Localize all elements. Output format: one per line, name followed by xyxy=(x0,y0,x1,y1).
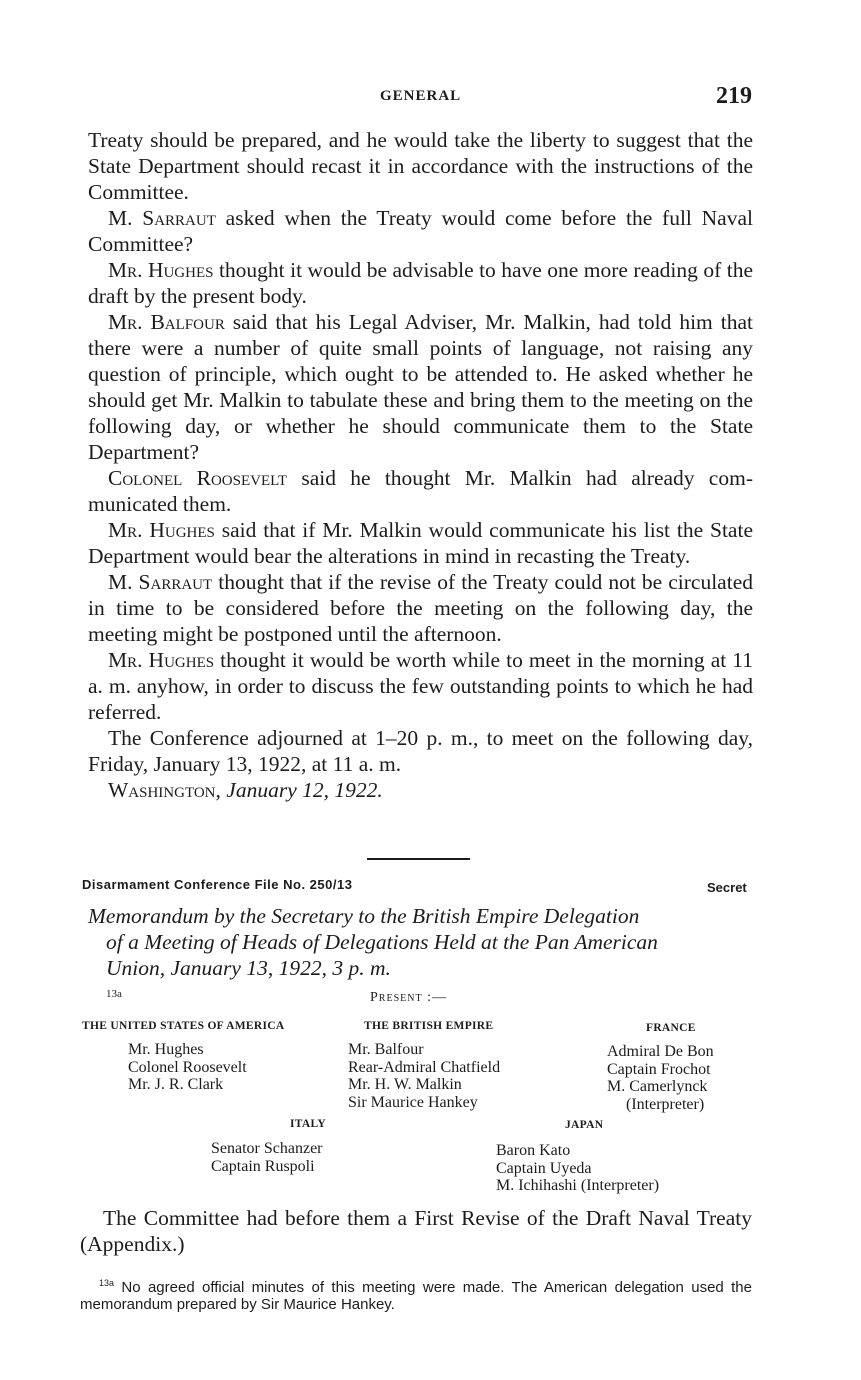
footnote-ref: 13a xyxy=(106,988,122,1000)
classification-label: Secret xyxy=(707,880,747,895)
member-name: Mr. J. R. Clark xyxy=(128,1076,224,1093)
date: January 12, 1922. xyxy=(226,778,383,802)
paragraph: The Conference adjourned at 1–20 p. m., to meet on the following day, Friday, January 13, 1922, at 11 a. m. xyxy=(88,726,753,776)
file-number: Disarmament Conference File No. 250/13 xyxy=(82,877,353,892)
speaker-name: Colonel Roosevelt xyxy=(108,466,288,490)
speaker-name: Mr. Hughes xyxy=(108,518,215,542)
member-name: Senator Schanzer xyxy=(211,1140,323,1157)
member-name: M. Ichihashi (Interpreter) xyxy=(496,1177,660,1194)
footnote-marker: 13a xyxy=(99,1278,115,1288)
speaker-name: M. Sarraut xyxy=(108,570,213,594)
delegation-members-france xyxy=(607,1043,714,1113)
paragraph: Mr. Hughes said that if Mr. Malkin would communicate his list the State Department would bear the alterations in mind in recasting the Treaty. xyxy=(88,518,753,568)
paragraph: M. Sarraut asked when the Treaty would come before the full Naval Committee? xyxy=(88,206,753,256)
place-date-line: Washington, January 12, 1922. xyxy=(108,778,383,802)
delegation-heading-france: FRANCE xyxy=(646,1022,696,1034)
section-divider xyxy=(367,858,470,860)
member-name: Admiral De Bon xyxy=(607,1043,714,1060)
paragraph: Colonel Roosevelt said he thought Mr. Malkin had already communicated them. xyxy=(88,466,753,516)
paragraph: Treaty should be prepared, and he would take the liberty to suggest that the State Department should recast it in accordance with the instructions of the Committee. xyxy=(88,128,753,204)
paragraph: Mr. Hughes thought it would be worth while to meet in the morning at 11 a. m. anyhow, in order to discuss the few outstanding points to which he had referred. xyxy=(88,648,754,724)
minutes-body xyxy=(88,127,753,803)
member-name: Captain Ruspoli xyxy=(211,1157,315,1175)
member-name: Mr. Hughes xyxy=(128,1041,204,1058)
closing-paragraph: The Committee had before them a First Revise of the Draft Naval Treaty (Appendix.) xyxy=(80,1206,752,1256)
speaker-name: Mr. Balfour xyxy=(108,310,225,334)
member-name: Rear-Admiral Chatfield xyxy=(348,1058,501,1076)
delegation-heading-italy: ITALY xyxy=(290,1118,327,1130)
present-label: Present :— xyxy=(370,990,447,1005)
delegation-members-british-empire xyxy=(348,1041,500,1111)
footnote-text: No agreed official minutes of this meeting were made. The American delegation used the memorandum prepared by Sir Maurice Hankey. xyxy=(80,1279,752,1313)
delegation-heading-british-empire: THE BRITISH EMPIRE xyxy=(364,1020,494,1032)
paragraph: M. Sarraut thought that if the revise of the Treaty could not be circulated in time to be considered before the meeting on the following day, the meeting might be postponed until the afternoon. xyxy=(88,570,753,646)
running-head: GENERAL xyxy=(380,88,462,104)
member-name: Captain Uyeda xyxy=(496,1159,592,1177)
speaker-name: Mr. Hughes xyxy=(108,258,214,282)
member-name: Mr. Balfour xyxy=(348,1041,424,1058)
member-name: M. Camerlynck xyxy=(607,1078,708,1095)
page-number: 219 xyxy=(716,83,752,109)
member-name: Colonel Roosevelt xyxy=(128,1058,247,1076)
speaker-name: M. Sarraut xyxy=(108,206,216,230)
delegation-heading-usa: THE UNITED STATES OF AMERICA xyxy=(82,1020,285,1032)
delegation-members-japan xyxy=(496,1142,659,1195)
speaker-name: Mr. Hughes xyxy=(108,648,215,672)
memorandum-title: Memorandum by the Secretary to the British Empire Delegation of a Meeting of Heads of Delegations Held at the Pan American Union, January 13, 1922, 3 p. m. $^{13a}$ xyxy=(88,904,658,1000)
member-name: Mr. H. W. Malkin xyxy=(348,1076,462,1093)
delegation-members-usa xyxy=(128,1041,247,1094)
member-name: Captain Frochot xyxy=(607,1060,711,1078)
delegation-heading-japan: JAPAN xyxy=(565,1119,604,1131)
place: Washington xyxy=(108,778,216,802)
member-name: Baron Kato xyxy=(496,1142,571,1159)
paragraph: Mr. Hughes thought it would be advisable to have one more reading of the draft by the present body. xyxy=(88,258,753,308)
member-role: (Interpreter) xyxy=(626,1095,705,1113)
member-name: Sir Maurice Hankey xyxy=(348,1093,478,1111)
paragraph: Mr. Balfour said that his Legal Adviser, Mr. Malkin, had told him that there were a number of quite small points of language, not raising any question of principle, which ought to be attended to. He asked whether he should get Mr. Malkin to tabulate these and bring them to the meeting on the following day, or whether he should communicate them to the State Department? xyxy=(88,310,753,464)
footnote xyxy=(80,1275,752,1313)
delegation-members-italy xyxy=(211,1140,323,1175)
